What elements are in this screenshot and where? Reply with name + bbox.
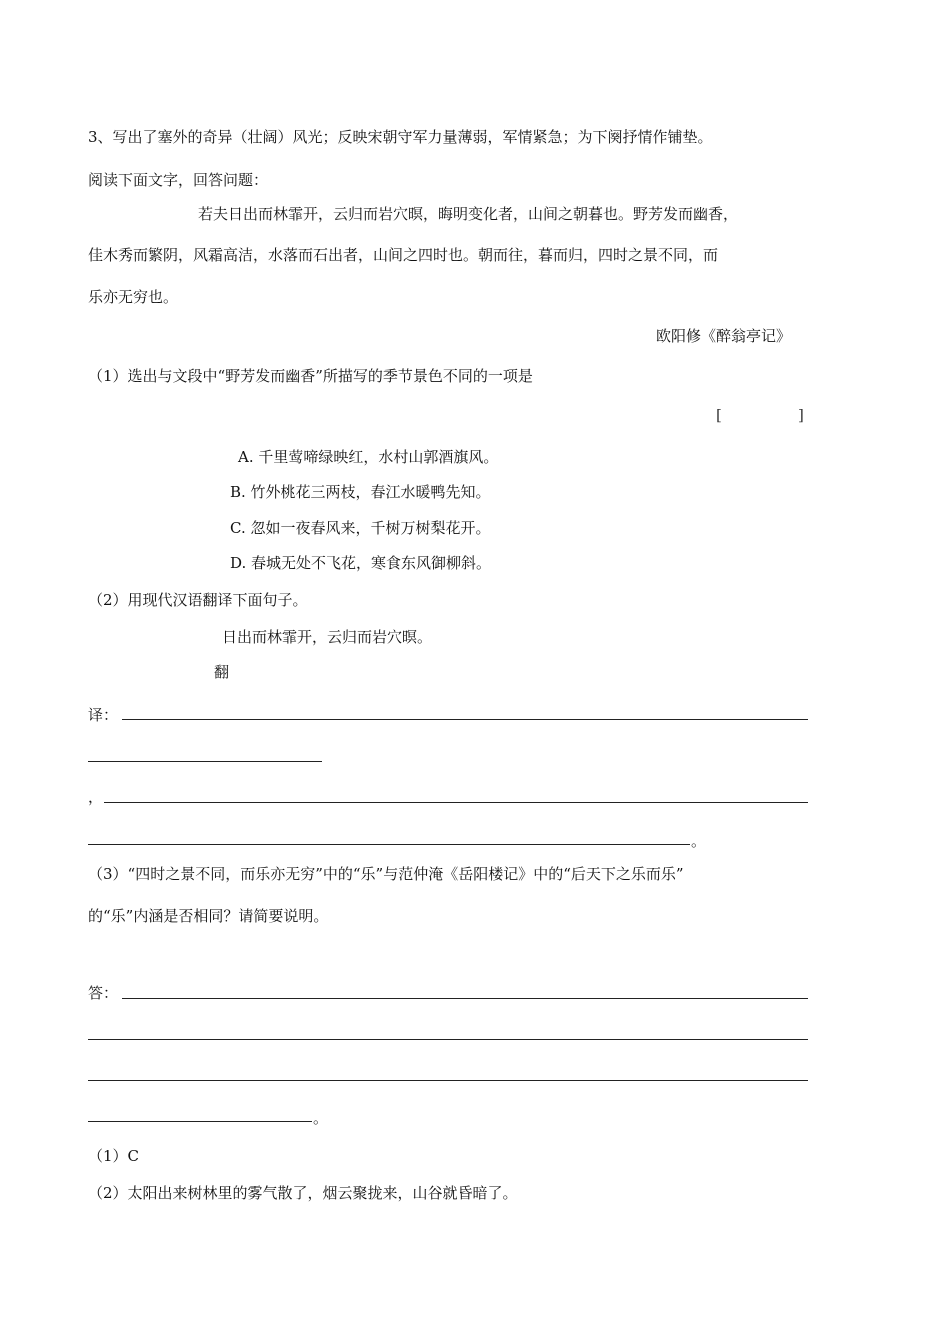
translation-comma: ， xyxy=(88,788,104,806)
reading-instruction: 阅读下面文字，回答问题： xyxy=(88,171,269,189)
translation-label-part-2: 译： xyxy=(88,706,119,724)
option-d: D. 春城无处不飞花，寒食东风御柳斜。 xyxy=(230,554,492,572)
answer-period: 。 xyxy=(313,1109,329,1127)
question-3-line-2: 的“乐”内涵是否相同？请简要说明。 xyxy=(88,907,329,925)
answer-blank-line-4 xyxy=(88,1121,312,1122)
question-3-line-1: （3）“四时之景不同，而乐亦无穷”中的“乐”与范仲淹《岳阳楼记》中的“后天下之乐而乐” xyxy=(88,865,684,883)
question-1-stem: （1）选出与文段中“野芳发而幽香”所描写的季节景色不同的一项是 xyxy=(88,367,533,385)
option-c: C. 忽如一夜春风来，千树万树梨花开。 xyxy=(230,519,491,537)
passage-line-2: 佳木秀而繁阴，风霜高洁，水落而石出者，山间之四时也。朝而往，暮而归，四时之景不同，而 xyxy=(88,246,719,264)
translation-period: 。 xyxy=(691,832,707,850)
option-a: A. 千里莺啼绿映红，水村山郭酒旗风。 xyxy=(238,448,499,466)
passage-line-1: 若夫日出而林霏开，云归而岩穴暝，晦明变化者，山间之朝暮也。野芳发而幽香， xyxy=(198,205,739,223)
translation-blank-line-1 xyxy=(122,719,808,720)
passage-source: 欧阳修《醉翁亭记》 xyxy=(656,327,792,345)
passage-line-3: 乐亦无穷也。 xyxy=(88,288,179,306)
translation-blank-line-2 xyxy=(88,761,322,762)
translation-blank-line-4 xyxy=(88,844,690,845)
translation-label-part-1: 翻 xyxy=(214,663,230,681)
translation-blank-line-3 xyxy=(104,802,808,803)
option-b: B. 竹外桃花三两枝，春江水暖鸭先知。 xyxy=(230,483,491,501)
key-answer-1: （1）C xyxy=(88,1147,140,1165)
answer-blank-line-2 xyxy=(88,1039,808,1040)
question-2-sentence: 日出而林霏开，云归而岩穴暝。 xyxy=(222,628,433,646)
question-2-stem: （2）用现代汉语翻译下面句子。 xyxy=(88,591,308,609)
answer-label: 答： xyxy=(88,984,119,1002)
answer-blank-line-3 xyxy=(88,1080,808,1081)
previous-answer-3: 3、写出了塞外的奇异（壮阔）风光；反映宋朝守军力量薄弱，军情紧急；为下阕抒情作铺垫。 xyxy=(88,128,713,146)
answer-bracket-right: ] xyxy=(798,406,804,424)
answer-bracket-left: [ xyxy=(716,406,722,424)
key-answer-2: （2）太阳出来树林里的雾气散了，烟云聚拢来，山谷就昏暗了。 xyxy=(88,1184,518,1202)
answer-blank-line-1 xyxy=(122,998,808,999)
